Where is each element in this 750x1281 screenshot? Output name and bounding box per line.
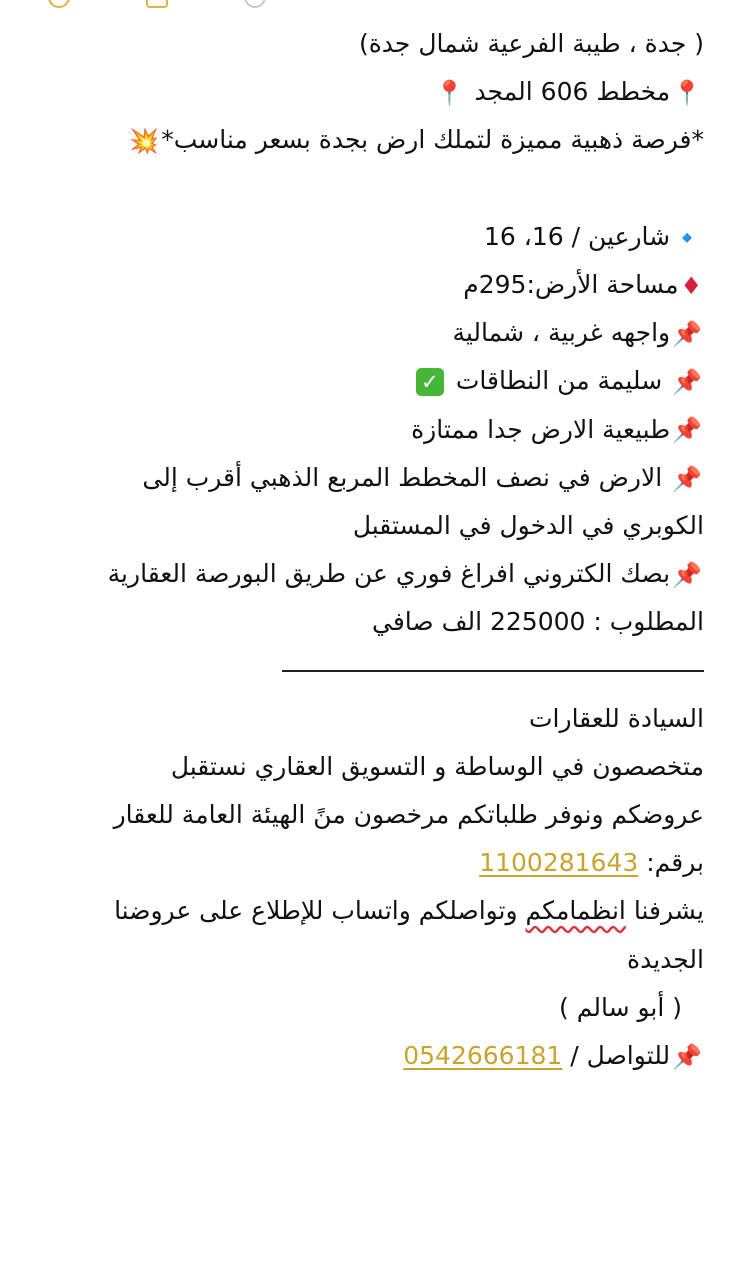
misspelled-word[interactable]: انظمامكم	[525, 896, 626, 926]
contact-label: للتواصل /	[570, 1040, 671, 1070]
join-text-after: وتواصلكم واتساب للإطلاع على عروضنا	[114, 896, 518, 926]
safety-text: سليمة من النطاقات	[455, 366, 663, 396]
position-line-1	[30, 454, 704, 502]
offer-text: *فرصة ذهبية مميزة لتملك ارض بجدة بسعر مناسب*	[161, 125, 704, 155]
red-diamond-icon: ♦	[680, 271, 702, 300]
pin-icon: 📍	[434, 79, 465, 108]
pushpin-icon: 📌	[672, 464, 702, 493]
pushpin-icon: 📌	[672, 1042, 702, 1071]
join-line-2	[30, 936, 704, 984]
position-text-2: الكوبري في الدخول في المستقبل	[352, 510, 704, 540]
pushpin-icon: 📌	[672, 560, 702, 589]
price-text: المطلوب : 225000 الف صافي	[372, 607, 704, 637]
contact-phone-link[interactable]: 0542666181	[403, 1040, 563, 1070]
area-line	[30, 261, 704, 309]
terrain-line	[30, 406, 704, 454]
plan-line	[30, 68, 704, 116]
blue-diamond-icon: 🔹	[672, 223, 702, 252]
company-desc-line-1	[30, 743, 704, 791]
location-line	[30, 20, 704, 68]
join-text-2: الجديدة	[626, 944, 704, 974]
offer-line	[30, 116, 704, 164]
top-icon-strip	[0, 0, 750, 8]
company-desc-text-2: عروضكم ونوفر طلباتكم مرخصون منً الهيئة العامة للعقار	[113, 800, 704, 829]
grey-circle-icon[interactable]	[244, 0, 266, 8]
divider-rule	[282, 670, 704, 672]
join-text-before: يشرفنا	[633, 896, 704, 926]
position-text-1: الارض في نصف المخطط المربع الذهبي أقرب إلى	[142, 462, 663, 492]
plan-text: مخطط 606 المجد	[474, 77, 671, 107]
position-line-2	[30, 502, 704, 550]
contact-line	[30, 1032, 704, 1080]
streets-text: شارعين / 16، 16	[484, 221, 671, 251]
blank-line	[30, 165, 704, 213]
safety-line	[30, 357, 704, 405]
company-name: السيادة للعقارات	[529, 703, 704, 733]
license-label: برقم:	[646, 848, 704, 878]
streets-line	[30, 213, 704, 261]
deed-text: بصك الكتروني افراغ فوري عن طريق البورصة العقارية	[107, 559, 671, 589]
license-number-link[interactable]: 1100281643	[479, 848, 639, 878]
divider-line	[30, 646, 704, 694]
contact-name: ( أبو سالم )	[559, 992, 682, 1022]
note-body[interactable]	[30, 20, 704, 1080]
company-desc-text-1: متخصصون في الوساطة و التسويق العقاري نستقبل	[170, 751, 704, 781]
pin-icon: 📍	[672, 79, 702, 108]
join-line-1	[30, 887, 704, 935]
license-line	[30, 839, 704, 887]
check-mark-icon: ✓	[416, 368, 444, 396]
pushpin-icon: 📌	[672, 320, 702, 349]
price-line	[30, 598, 704, 646]
gold-circle-icon[interactable]	[48, 0, 70, 8]
gold-square-icon[interactable]	[146, 0, 168, 8]
area-text: مساحة الأرض:295م	[463, 269, 679, 299]
facade-text: واجهه غربية ، شمالية	[452, 318, 671, 348]
contact-name-line	[30, 984, 704, 1032]
company-name-line	[30, 695, 704, 743]
deed-line	[30, 550, 704, 598]
pushpin-icon: 📌	[672, 416, 702, 445]
pushpin-icon: 📌	[672, 368, 702, 397]
location-text: ( جدة ، طيبة الفرعية شمال جدة)	[358, 29, 704, 58]
facade-line	[30, 309, 704, 357]
collision-icon: 💥	[129, 127, 160, 156]
terrain-text: طبيعية الارض جدا ممتازة	[411, 414, 671, 444]
company-desc-line-2	[30, 791, 704, 839]
